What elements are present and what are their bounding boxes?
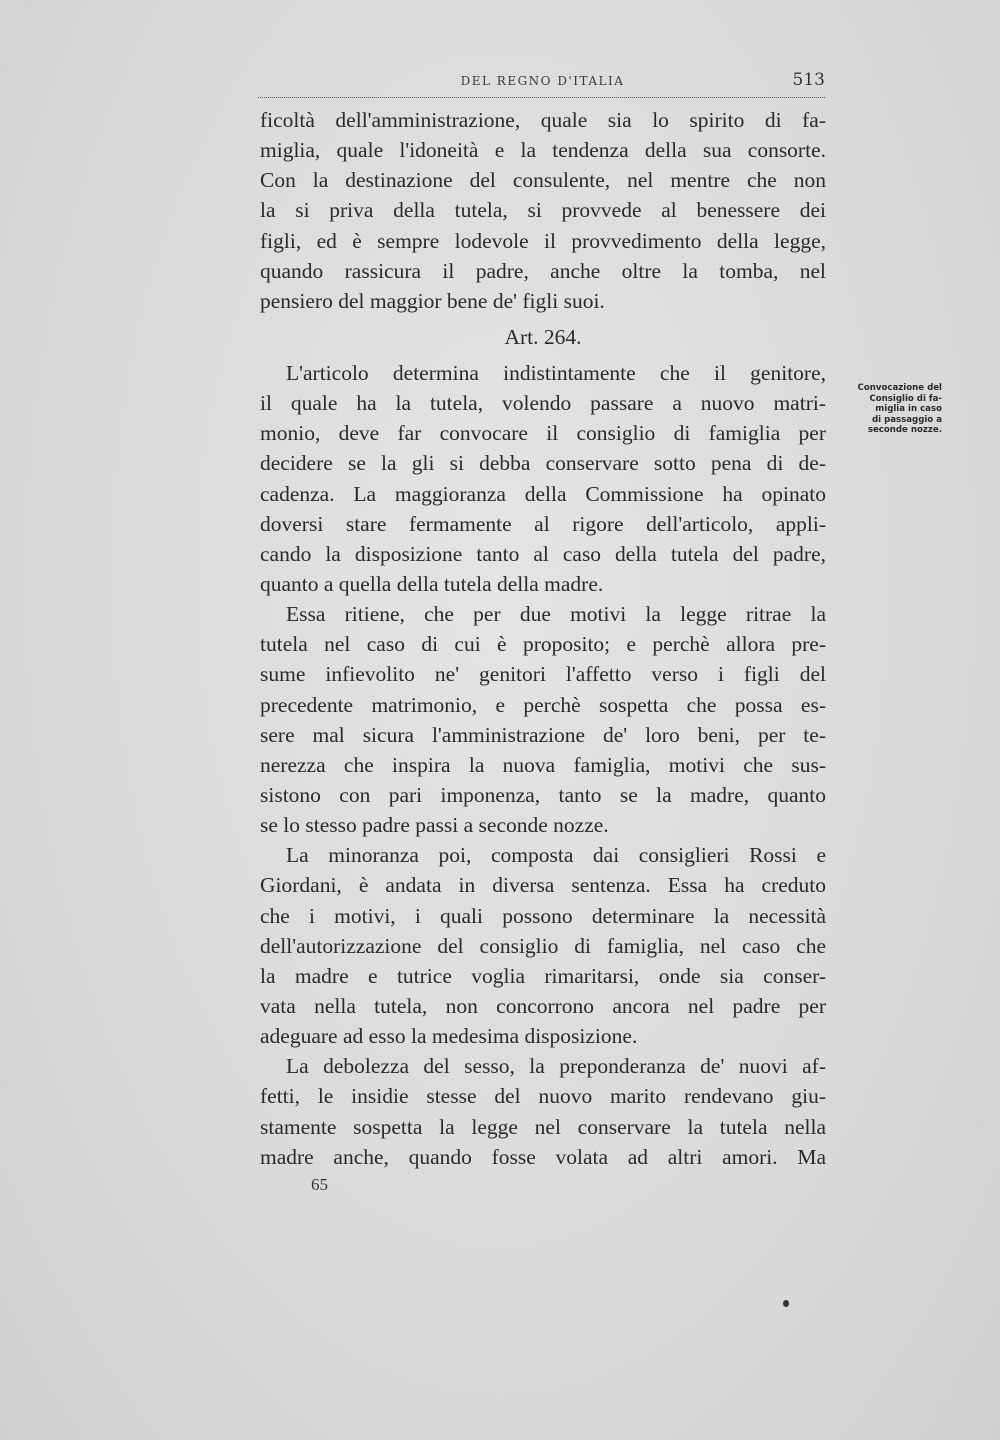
- signature-mark: 65: [311, 1175, 328, 1194]
- text-line: nerezza che inspira la nuova famiglia, motivi che sus-: [260, 752, 826, 777]
- text-line: decidere se la gli si debba conservare sotto pena di de-: [260, 451, 826, 476]
- text-line: quando rassicura il padre, anche oltre la tomba, nel: [260, 258, 826, 283]
- text-line: cando la disposizione tanto al caso della tutela del padre,: [260, 541, 826, 566]
- text-line: il quale ha la tutela, volendo passare a nuovo matri-: [260, 391, 826, 416]
- margin-note-line: Consiglio di fa-: [869, 393, 942, 404]
- margin-note-line: di passaggio a: [871, 414, 942, 425]
- text-line: doversi stare fermamente al rigore dell'articolo, appli-: [260, 511, 826, 536]
- running-title: DEL REGNO D'ITALIA: [460, 74, 625, 88]
- text-line: Essa ritiene, che per due motivi la legge ritrae la: [286, 602, 826, 627]
- text-line: La minoranza poi, composta dai consiglieri Rossi e: [286, 843, 826, 868]
- text-line: cadenza. La maggioranza della Commissione ha opinato: [260, 481, 826, 506]
- text-line: vata nella tutela, non concorrono ancora nel padre per: [260, 993, 826, 1018]
- text-line: miglia, quale l'idoneità e la tendenza della sua consorte.: [260, 138, 826, 163]
- text-line: ficoltà dell'amministrazione, quale sia lo spirito di fa-: [260, 108, 826, 132]
- text-line: la madre e tutrice voglia rimaritarsi, onde sia conser-: [260, 963, 826, 988]
- margin-note-line: seconde nozze.: [867, 425, 942, 436]
- text-line: sistono con pari imponenza, tanto se la madre, quanto: [260, 782, 826, 807]
- text-line: se lo stesso padre passi a seconde nozze.: [260, 813, 609, 838]
- page-number: 513: [792, 70, 825, 90]
- text-line: La debolezza del sesso, la preponderanza de' nuovi af-: [286, 1054, 826, 1079]
- text-line: Con la destinazione del consulente, nel mentre che non: [260, 168, 826, 193]
- text-line: L'articolo determina indistintamente che il genitore,: [286, 360, 826, 385]
- text-line: stamente sospetta la legge nel conservare la tutela nella: [260, 1114, 826, 1139]
- text-line: figli, ed è sempre lodevole il provvedimento della legge,: [260, 228, 826, 253]
- text-line: Giordani, è andata in diversa sentenza. Essa ha creduto: [260, 873, 826, 898]
- text-line: tutela nel caso di cui è proposito; e perchè allora pre-: [260, 632, 826, 657]
- text-line: precedente matrimonio, e perchè sospetta che possa es-: [260, 692, 826, 717]
- text-line: sere mal sicura l'amministrazione de' loro beni, per te-: [260, 722, 826, 747]
- text-line: quanto a quella della tutela della madre.: [260, 571, 604, 596]
- text-line: adeguare ad esso la medesima disposizione.: [260, 1024, 638, 1049]
- text-line: sume infievolito ne' genitori l'affetto verso i figli del: [260, 662, 826, 687]
- body-text: [260, 105, 826, 1172]
- margin-note: [832, 383, 942, 436]
- text-line: fetti, le insidie stesse del nuovo marito rendevano giu-: [260, 1084, 826, 1109]
- text-line: madre anche, quando fosse volata ad altri amori. Ma: [260, 1144, 826, 1169]
- running-head: [260, 70, 825, 94]
- text-line: monio, deve far convocare il consiglio di famiglia per: [260, 421, 826, 446]
- text-line: pensiero del maggior bene de' figli suoi.: [260, 288, 605, 313]
- ink-speck: [783, 1300, 789, 1307]
- text-line: dell'autorizzazione del consiglio di famiglia, nel caso che: [260, 933, 826, 958]
- header-rule: [258, 97, 825, 98]
- text-line: che i motivi, i quali possono determinare la necessità: [260, 903, 826, 928]
- article-heading: Art. 264.: [504, 324, 582, 349]
- margin-note-line: miglia in caso: [875, 404, 942, 415]
- margin-note-line: Convocazione del: [857, 383, 942, 393]
- text-line: la si priva della tutela, si provvede al benessere dei: [260, 198, 826, 223]
